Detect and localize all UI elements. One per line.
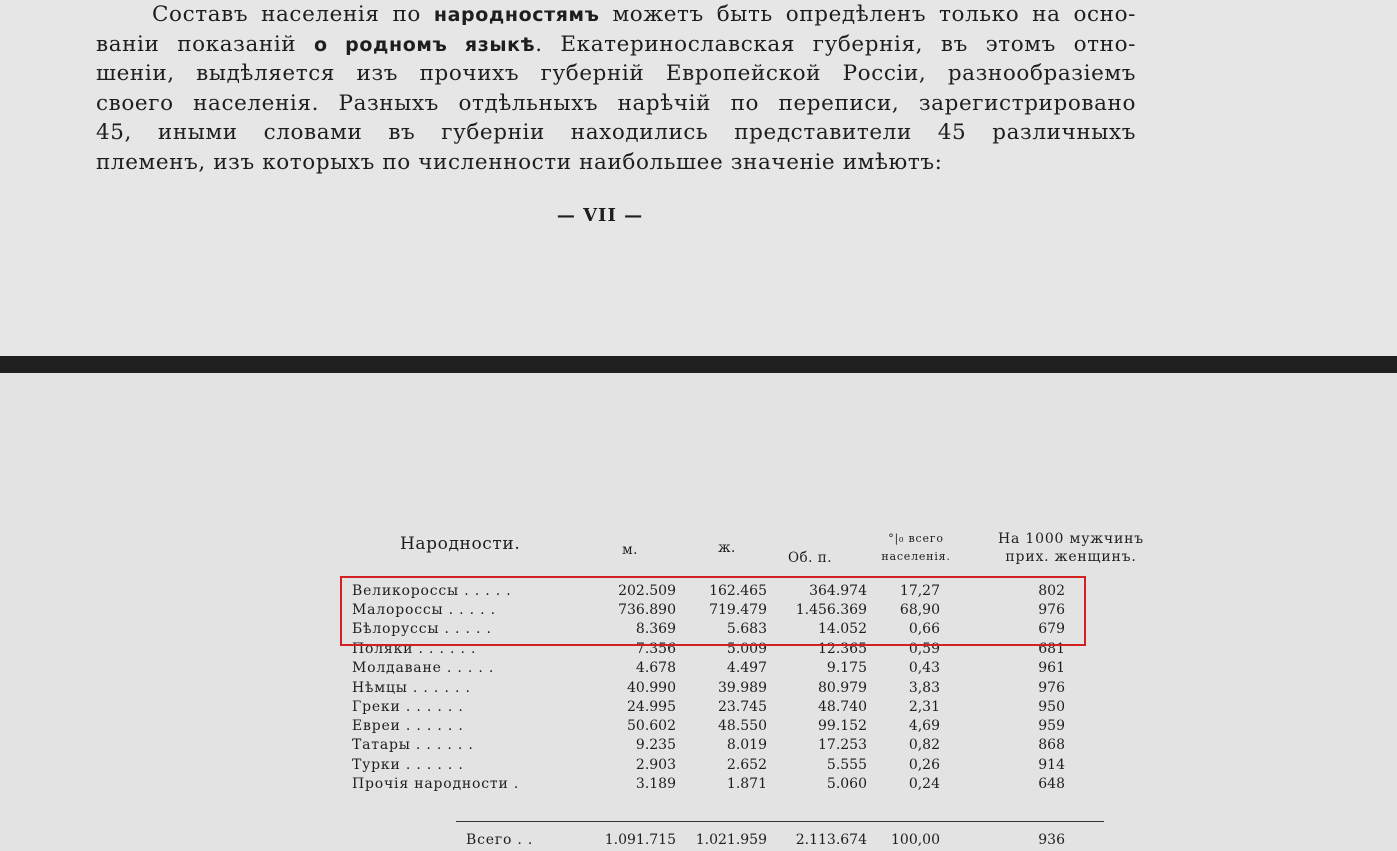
- total-row: [340, 832, 1170, 851]
- cell-percent: 2,31: [908, 699, 940, 715]
- cell-percent: 0,24: [908, 776, 940, 792]
- cell-female: 2.652: [726, 757, 767, 773]
- cell-ratio: 802: [1038, 583, 1065, 599]
- paragraph-text: шеніи, выдѣляется изъ прочихъ губерній Европейской Россіи, разнообразіемъ: [96, 61, 1136, 86]
- cell-total: 99.152: [818, 718, 867, 734]
- total-male: 1.091.715: [604, 832, 676, 848]
- bold-term: народностямъ: [433, 4, 600, 26]
- total-total: 2.113.674: [795, 832, 867, 848]
- cell-male: 202.509: [618, 583, 676, 599]
- cell-male: 4.678: [635, 660, 676, 676]
- cell-name: Татары . . . . . .: [352, 737, 474, 753]
- paragraph-text: 45, иными словами въ губерніи находились представители 45 различныхъ: [96, 120, 1136, 145]
- cell-name: Поляки . . . . . .: [352, 641, 477, 657]
- cell-percent: 0,43: [908, 660, 940, 676]
- cell-male: 2.903: [635, 757, 676, 773]
- cell-ratio: 648: [1038, 776, 1065, 792]
- cell-total: 48.740: [818, 699, 867, 715]
- cell-name: Бѣлоруссы . . . . .: [352, 621, 492, 637]
- table-row: [340, 680, 1170, 699]
- cell-male: 9.235: [635, 737, 676, 753]
- cell-ratio: 679: [1038, 621, 1065, 637]
- cell-female: 162.465: [709, 583, 767, 599]
- cell-ratio: 959: [1038, 718, 1065, 734]
- header-nationality: Народности.: [400, 534, 521, 554]
- cell-ratio: 868: [1038, 737, 1065, 753]
- paragraph-text: племенъ, изъ которыхъ по численности наибольшее значеніе имѣютъ:: [96, 149, 943, 175]
- cell-name: Молдаване . . . . .: [352, 660, 495, 676]
- cell-total: 1.456.369: [795, 602, 867, 618]
- cell-percent: 17,27: [899, 583, 940, 599]
- cell-name: Турки . . . . . .: [352, 757, 464, 773]
- paragraph-text: можетъ быть опредѣленъ только на осно-: [599, 2, 1136, 27]
- cell-total: 9.175: [826, 660, 867, 676]
- cell-ratio: 961: [1038, 660, 1065, 676]
- cell-male: 24.995: [627, 699, 676, 715]
- header-male: м.: [622, 542, 638, 558]
- table-row: [340, 776, 1170, 795]
- paragraph-text: . Екатеринославская губернія, въ этомъ отно-: [535, 31, 1137, 57]
- cell-male: 40.990: [627, 680, 676, 696]
- bold-term: о родномъ языкѣ: [313, 33, 536, 56]
- cell-total: 5.060: [826, 776, 867, 792]
- table-row: [340, 699, 1170, 718]
- cell-female: 5.683: [726, 621, 767, 637]
- cell-male: 3.189: [635, 776, 676, 792]
- cell-female: 23.745: [718, 699, 767, 715]
- cell-total: 17.253: [818, 737, 867, 753]
- cell-total: 14.052: [818, 621, 867, 637]
- cell-name: Прочія народности .: [352, 776, 520, 792]
- header-ratio-line2: прих. женщинъ.: [1005, 549, 1137, 565]
- cell-ratio: 681: [1038, 641, 1065, 657]
- cell-male: 736.890: [618, 602, 676, 618]
- cell-female: 1.871: [726, 776, 767, 792]
- cell-female: 5.009: [726, 641, 767, 657]
- header-percent-line1: °|₀ всего: [888, 532, 944, 545]
- cell-male: 8.369: [635, 621, 676, 637]
- cell-total: 5.555: [826, 757, 867, 773]
- cell-percent: 68,90: [899, 602, 940, 618]
- cell-percent: 0,26: [908, 757, 940, 773]
- header-percent-line2: населенія.: [881, 550, 951, 563]
- total-label: Всего . .: [466, 832, 534, 848]
- cell-percent: 0,82: [908, 737, 940, 753]
- table-row: [340, 757, 1170, 776]
- cell-female: 719.479: [709, 602, 767, 618]
- cell-male: 50.602: [627, 718, 676, 734]
- cell-female: 8.019: [726, 737, 767, 753]
- header-ratio-line1: На 1000 мужчинъ: [998, 531, 1144, 547]
- total-percent: 100,00: [891, 832, 940, 848]
- table-row: [340, 660, 1170, 679]
- cell-percent: 0,66: [908, 621, 940, 637]
- cell-male: 7.356: [635, 641, 676, 657]
- cell-female: 4.497: [726, 660, 767, 676]
- highlight-box: [340, 576, 1086, 646]
- total-rule: [456, 821, 1104, 822]
- header-female: ж.: [718, 540, 736, 556]
- paragraph-text: ваніи показаній: [96, 31, 314, 57]
- cell-female: 39.989: [718, 680, 767, 696]
- paragraph-text: Составъ населенія по: [152, 2, 434, 27]
- page-number: — VII —: [556, 205, 644, 226]
- header-percent: [868, 530, 964, 566]
- cell-name: Греки . . . . . .: [352, 699, 464, 715]
- cell-total: 80.979: [818, 680, 867, 696]
- paragraph-text: своего населенія. Разныхъ отдѣльныхъ нарѣчій по переписи, зарегистрировано: [96, 90, 1136, 116]
- cell-name: Малороссы . . . . .: [352, 602, 496, 618]
- table-row: [340, 718, 1170, 737]
- cell-name: Евреи . . . . . .: [352, 718, 464, 734]
- total-ratio: 936: [1038, 832, 1065, 848]
- cell-percent: 0,59: [908, 641, 940, 657]
- cell-female: 48.550: [718, 718, 767, 734]
- table-row: [340, 737, 1170, 756]
- cell-total: 12.365: [818, 641, 867, 657]
- cell-total: 364.974: [809, 583, 867, 599]
- cell-percent: 3,83: [908, 680, 940, 696]
- cell-ratio: 976: [1038, 602, 1065, 618]
- cell-ratio: 976: [1038, 680, 1065, 696]
- nationality-table: [340, 0, 1170, 851]
- cell-name: Нѣмцы . . . . . .: [352, 680, 471, 696]
- total-female: 1.021.959: [695, 832, 767, 848]
- cell-percent: 4,69: [908, 718, 940, 734]
- header-total: Об. п.: [787, 550, 833, 566]
- header-ratio: [976, 530, 1166, 566]
- cell-ratio: 950: [1038, 699, 1065, 715]
- cell-name: Великороссы . . . . .: [352, 583, 512, 599]
- cell-ratio: 914: [1038, 757, 1065, 773]
